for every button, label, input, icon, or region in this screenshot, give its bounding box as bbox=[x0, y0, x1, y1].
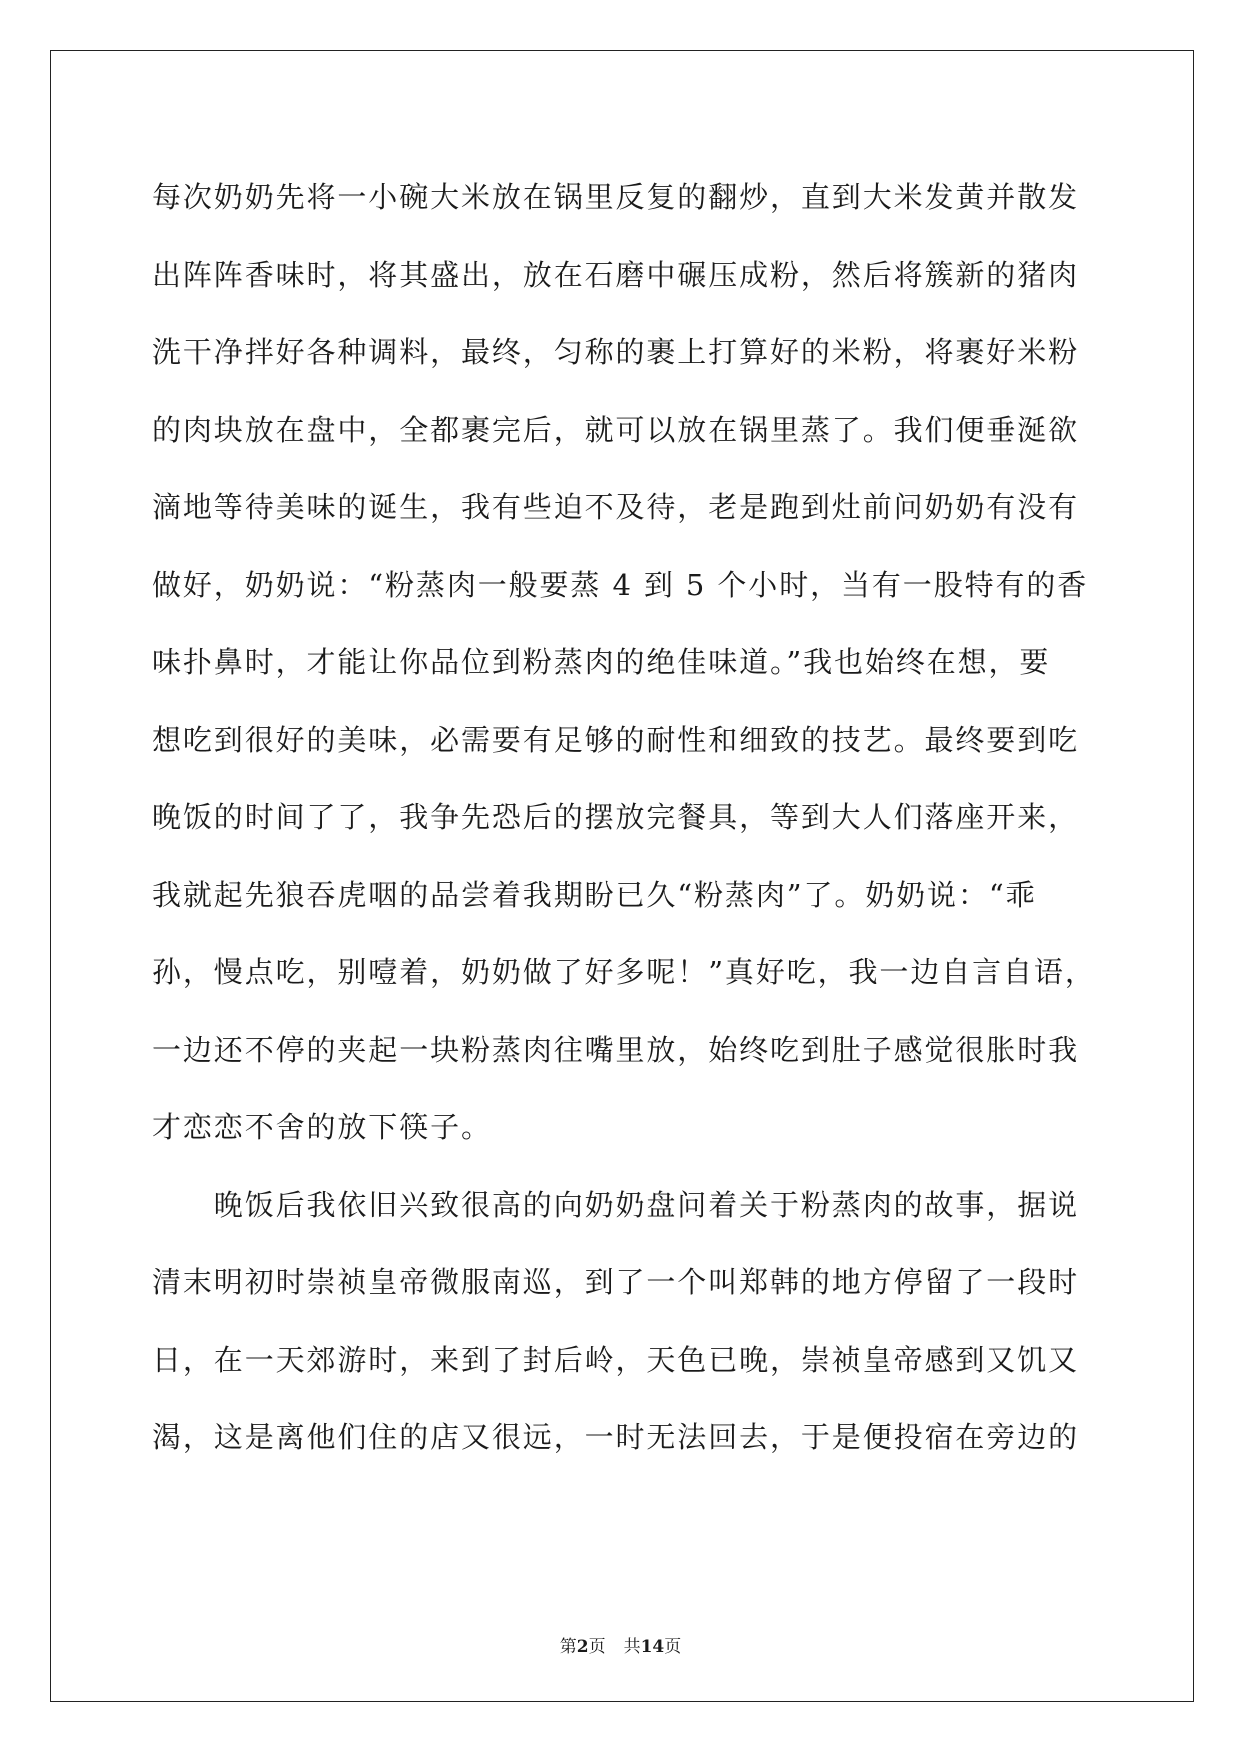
text-line: 清末明初时崇祯皇帝微服南巡，到了一个叫郑韩的地方停留了一段时 bbox=[152, 1265, 1080, 1299]
text-line: 才恋恋不舍的放下筷子。 bbox=[152, 1110, 492, 1144]
total-pages: 14 bbox=[640, 1637, 665, 1657]
text-line: 渴，这是离他们住的店又很远，一时无法回去，于是便投宿在旁边的 bbox=[152, 1420, 1080, 1454]
page-prefix: 第 bbox=[559, 1637, 577, 1657]
text-line: 晚饭的时间了了，我争先恐后的摆放完餐具，等到大人们落座开来， bbox=[152, 800, 1080, 834]
text-line: 一边还不停的夹起一块粉蒸肉往嘴里放，始终吃到肚子感觉很胀时我 bbox=[152, 1032, 1080, 1067]
text-line: 我就起先狼吞虎咽的品尝着我期盼已久“粉蒸肉”了。奶奶说：“乖 bbox=[152, 877, 1037, 912]
text-line: 味扑鼻时，才能让你品位到粉蒸肉的绝佳味道。”我也始终在想，要 bbox=[152, 645, 1051, 679]
text-line: 日，在一天郊游时，来到了封后岭，天色已晚，崇祯皇帝感到又饥又 bbox=[152, 1342, 1080, 1377]
text-line: 想吃到很好的美味，必需要有足够的耐性和细致的技艺。最终要到吃 bbox=[152, 722, 1080, 757]
text-line: 洗干净拌好各种调料，最终，匀称的裹上打算好的米粉，将裹好米粉 bbox=[152, 335, 1080, 369]
document-body bbox=[152, 159, 1096, 1477]
text-line: 做好，奶奶说：“粉蒸肉一般要蒸 4 到 5 个小时，当有一股特有的香 bbox=[152, 567, 1089, 602]
page-number: 2 bbox=[576, 1637, 589, 1657]
total-suffix: 页 bbox=[664, 1637, 682, 1657]
text-line: 每次奶奶先将一小碗大米放在锅里反复的翻炒，直到大米发黄并散发 bbox=[152, 180, 1080, 214]
text-line: 出阵阵香味时，将其盛出，放在石磨中碾压成粉，然后将簇新的猪肉 bbox=[152, 257, 1080, 292]
total-prefix: 共 bbox=[623, 1637, 641, 1657]
page-suffix: 页 bbox=[588, 1637, 606, 1657]
text-line: 的肉块放在盘中，全都裹完后，就可以放在锅里蒸了。我们便垂涎欲 bbox=[152, 412, 1080, 447]
text-line: 晚饭后我依旧兴致很高的向奶奶盘问着关于粉蒸肉的故事，据说 bbox=[152, 1187, 1080, 1222]
text-line: 滴地等待美味的诞生，我有些迫不及待，老是跑到灶前问奶奶有没有 bbox=[152, 490, 1080, 524]
page-footer bbox=[0, 1632, 1241, 1657]
text-line: 孙，慢点吃，别噎着，奶奶做了好多呢！”真好吃，我一边自言自语， bbox=[152, 955, 1096, 989]
